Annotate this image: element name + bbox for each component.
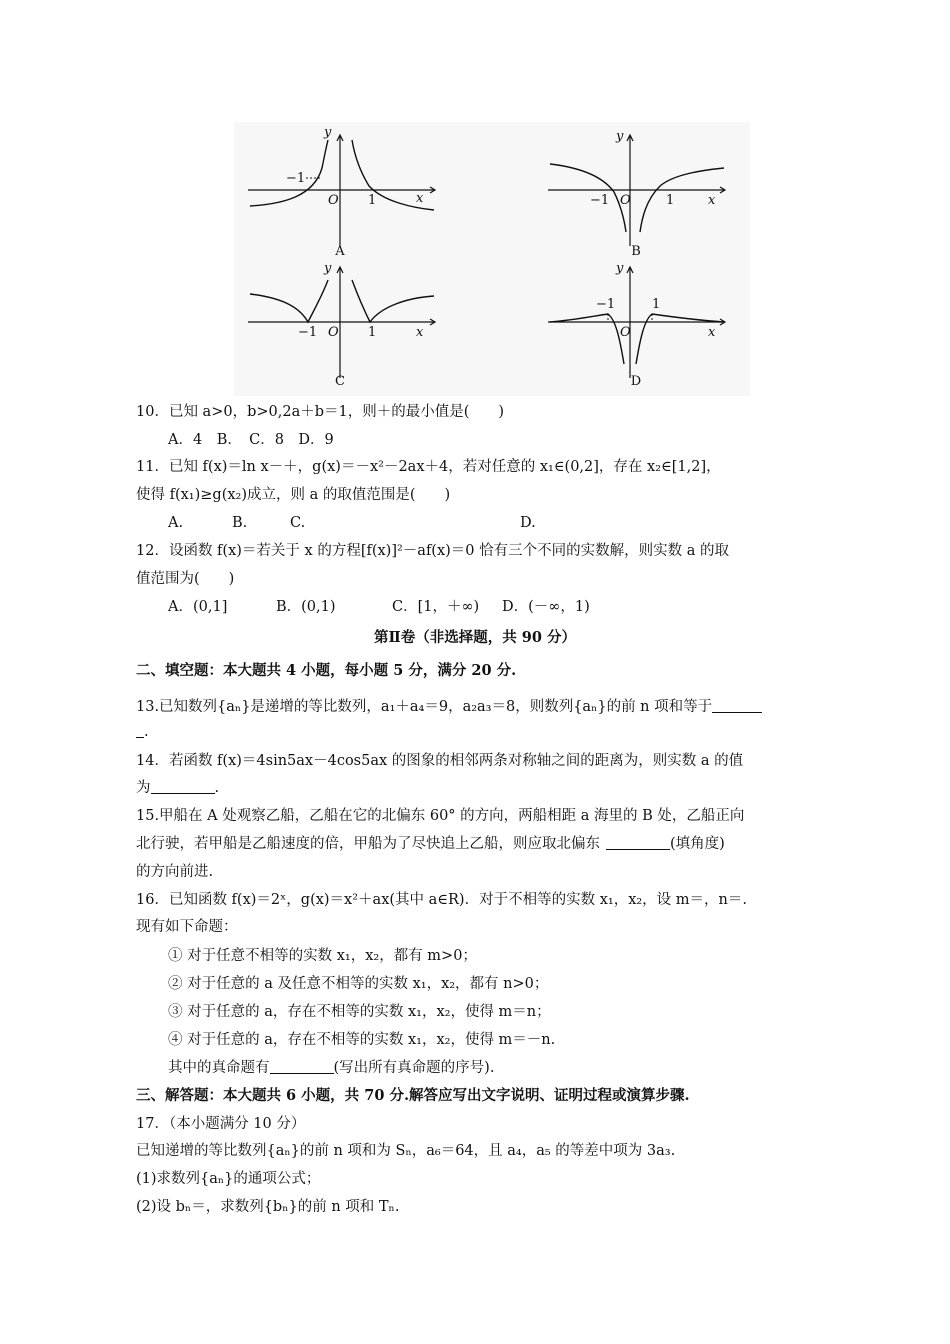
x-axis-label: x [708,193,716,208]
q12-option-d: D．(－∞，1) [502,599,590,615]
q14-prefix: 为 [136,780,151,796]
q13-answer-blank-cont[interactable] [136,723,144,738]
q14-stem-line1: 14．若函数 f(x)＝4sin5ax－4cos5ax 的图象的相邻两条对称轴之间的距离为，则实数 a 的值 [136,753,744,769]
q16-stem-line2: 现有如下命题： [136,919,238,935]
q12-option-c: C．[1，＋∞) [392,599,480,615]
solve-section-header: 三、解答题：本大题共 6 小题，共 70 分.解答应写出文字说明、证明过程或演算步骤. [136,1087,690,1104]
graph-b-caption: B [631,244,641,259]
q12-stem-line1: 12．设函数 f(x)＝若关于 x 的方程[f(x)]²－af(x)＝0 恰有三个不同的实数解，则实数 a 的取 [136,543,729,559]
function-graphs-figure [234,122,750,396]
q11-option-b: B. [232,515,248,531]
q11-option-d: D. [520,515,536,531]
graph-a [244,125,444,248]
q12-option-a: A．(0,1] [168,599,228,615]
graph-a-caption: A [335,244,345,259]
q16-item-4: ④ 对于任意的 a，存在不相等的实数 x₁，x₂，使得 m＝－n. [168,1032,556,1048]
tick-minus-one: −1 [590,193,610,208]
q16-stem-line1: 16．已知函数 f(x)＝2ˣ，g(x)＝x²＋ax(其中 a∈R)．对于不相等的实数 x₁，x₂，设 m＝，n＝. [136,892,747,908]
tick-one: 1 [666,193,675,208]
q17-title: 17．（本小题满分 10 分） [136,1116,306,1132]
tick-one: 1 [368,193,377,208]
tick-minus-one: −1 [286,171,306,186]
q13-line1 [136,697,762,717]
y-axis-label: y [616,129,624,144]
q13-answer-blank[interactable] [712,698,762,713]
q12-stem-line2: 值范围为( ) [136,571,235,587]
q13-period: . [144,724,149,740]
q11-options [168,513,536,533]
q15-stem-line1: 15.甲船在 A 处观察乙船，乙船在它的北偏东 60° 的方向，两船相距 a 海里的 B 处，乙船正向 [136,808,745,824]
q13-line2 [136,722,149,742]
q16-closing-suffix: (写出所有真命题的序号). [333,1060,495,1076]
x-axis-label: x [416,191,424,206]
q11-option-c: C. [290,515,306,531]
q17-part2: (2)设 bₙ＝，求数列{bₙ}的前 n 项和 Tₙ. [136,1199,400,1215]
y-axis-label: y [324,261,332,276]
graph-d-caption: D [630,374,642,389]
fill-section-header: 二、填空题：本大题共 4 小题，每小题 5 分，满分 20 分. [136,662,517,679]
q14-line2 [136,778,219,798]
q10-options: A．4 B． C．8 D．9 [168,432,334,448]
q16-closing-prefix: 其中的真命题有 [168,1060,270,1076]
graph-c-caption: C [335,374,345,389]
section2-title: 第Ⅱ卷（非选择题，共 90 分） [374,629,576,646]
q17-part1: (1)求数列{aₙ}的通项公式； [136,1171,321,1187]
q14-period: . [214,780,220,796]
x-axis-label: x [708,325,716,340]
graph-d [544,260,744,380]
q15-prefix: 北行驶，若甲船是乙船速度的倍，甲船为了尽快追上乙船，则应取北偏东 [136,836,600,852]
q11-option-a: A. [168,515,184,531]
tick-minus-one: −1 [596,297,616,312]
x-axis-label: x [416,325,424,340]
q10-stem: 10．已知 a>0，b>0,2a＋b＝1，则＋的最小值是( ) [136,404,505,420]
y-axis-label: y [616,261,624,276]
q16-answer-blank[interactable] [270,1059,334,1074]
origin-label: O [328,325,339,340]
q15-answer-blank[interactable] [606,835,670,850]
tick-one: 1 [368,325,377,340]
tick-minus-one: −1 [298,325,318,340]
tick-one: 1 [652,297,661,312]
origin-label: O [620,325,631,340]
q16-item-2: ② 对于任意的 a 及任意不相等的实数 x₁，x₂，都有 n>0； [168,976,549,992]
origin-label: O [328,193,339,208]
q16-closing [168,1058,494,1078]
graph-c [244,260,444,380]
q12-options [168,597,590,617]
q15-stem-line3: 的方向前进. [136,864,214,880]
y-axis-label: y [324,125,332,140]
q17-stem: 已知递增的等比数列{aₙ}的前 n 项和为 Sₙ，a₆＝64，且 a₄，a₅ 的等差中项为 3a₃. [136,1143,676,1159]
graph-b [544,128,744,248]
q14-answer-blank[interactable] [151,779,215,794]
q12-option-b: B．(0,1) [276,599,336,615]
q15-line2 [136,834,725,854]
q13-stem: 13.已知数列{aₙ}是递增的等比数列，a₁＋a₄＝9，a₂a₃＝8，则数列{aₙ}的前 n 项和等于 [136,699,713,715]
q16-item-1: ① 对于任意不相等的实数 x₁，x₂，都有 m>0； [168,948,477,964]
origin-label: O [620,193,631,208]
q15-suffix: (填角度) [670,836,725,852]
q16-item-3: ③ 对于任意的 a，存在不相等的实数 x₁，x₂，使得 m＝n； [168,1004,551,1020]
q11-stem-line2: 使得 f(x₁)≥g(x₂)成立，则 a 的取值范围是( ) [136,487,451,503]
q11-stem-line1: 11．已知 f(x)＝ln x－＋，g(x)＝－x²－2ax＋4，若对任意的 x₁∈(0,2]，存在 x₂∈[1,2]， [136,459,721,475]
